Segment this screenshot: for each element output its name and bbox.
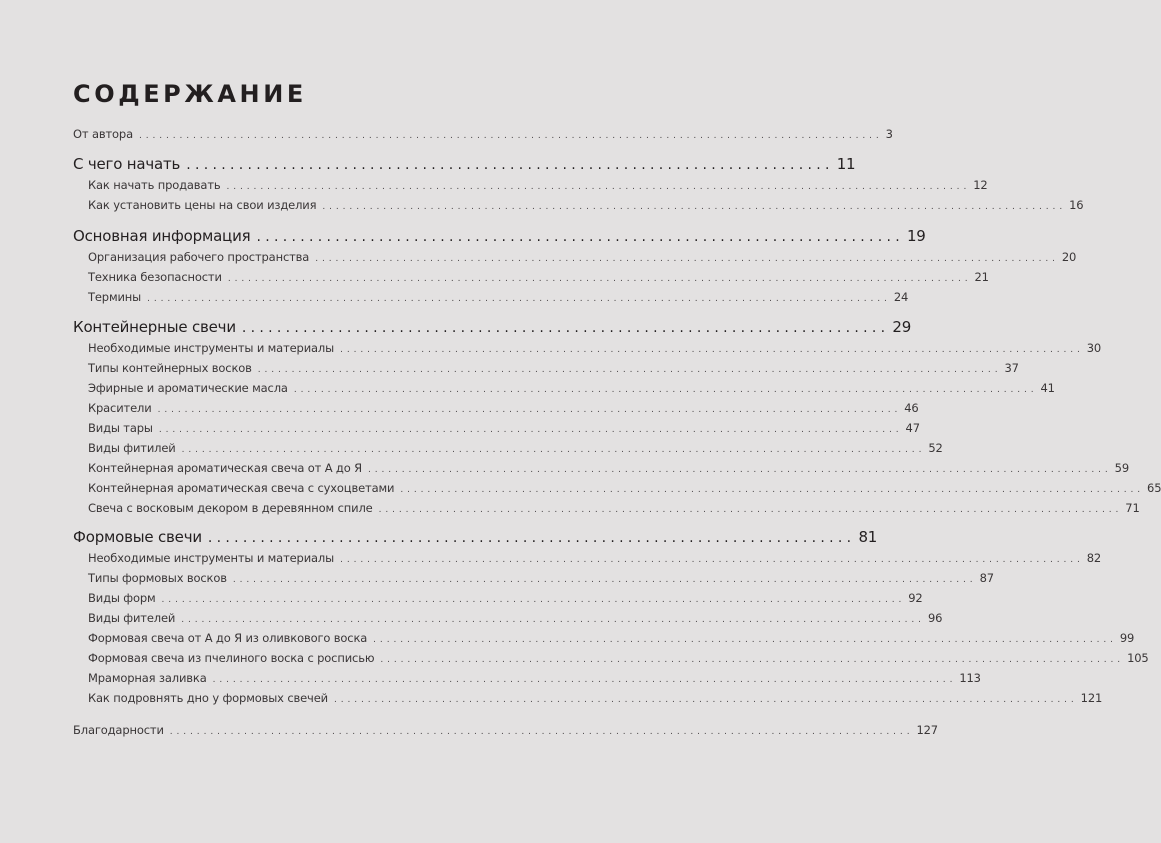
- toc-entry-title: Свеча с восковым декором в деревянном спиле: [88, 501, 373, 515]
- toc-entry: [88, 270, 989, 284]
- dot-leader: ..............................................................................................................: [373, 635, 1117, 645]
- toc-section-page: 29: [892, 318, 912, 336]
- dot-leader: ..............................................................................................................: [157, 405, 902, 415]
- toc-entry-title: Необходимые инструменты и материалы: [88, 341, 335, 355]
- toc-entry-title: Виды фитилей: [88, 441, 176, 455]
- toc-section-title: Формовые свечи: [73, 528, 202, 546]
- toc-section-title: Основная информация: [73, 227, 251, 245]
- dot-leader: ..........................................................................: [207, 530, 856, 546]
- toc-entry-page: 24: [893, 290, 909, 304]
- dot-leader: ..............................................................................................................: [161, 595, 906, 605]
- toc-entry-title: Виды фителей: [88, 611, 176, 625]
- toc-entry-title: Виды тары: [88, 421, 153, 435]
- toc-entry-title: Техника безопасности: [88, 270, 222, 284]
- toc-entry: [88, 401, 919, 415]
- toc-entry-title: Виды форм: [88, 591, 156, 605]
- dot-leader: ..............................................................................................................: [378, 505, 1123, 515]
- toc-section-title: С чего начать: [73, 155, 181, 173]
- dot-leader: ..............................................................................................................: [257, 365, 1002, 375]
- dot-leader: ..............................................................................................................: [181, 615, 925, 625]
- toc-entry: [88, 571, 994, 585]
- toc-entry: [88, 481, 1161, 495]
- dot-leader: ..............................................................................................................: [232, 575, 977, 585]
- toc-section-title: Контейнерные свечи: [73, 318, 236, 336]
- toc-entry: [88, 381, 1055, 395]
- toc-entry: [88, 591, 923, 605]
- dot-leader: ..............................................................................................................: [169, 727, 914, 737]
- toc-entry-page: 16: [1069, 198, 1084, 212]
- toc-entry-title: Необходимые инструменты и материалы: [88, 551, 335, 565]
- toc-entry: [88, 341, 1102, 355]
- toc-entry-page: 96: [927, 611, 943, 625]
- toc-section-page: 11: [836, 155, 856, 173]
- dot-leader: ..............................................................................................................: [293, 385, 1038, 395]
- toc-entry: [73, 723, 938, 737]
- dot-leader: ..............................................................................................................: [147, 294, 891, 304]
- toc-entry-page: 52: [928, 441, 943, 455]
- toc-entry: [88, 671, 981, 685]
- toc-entry: [88, 178, 988, 192]
- toc-entry-title: Красители: [88, 401, 152, 415]
- dot-leader: ..............................................................................................................: [315, 254, 1059, 264]
- toc-entry-page: 99: [1119, 631, 1135, 645]
- toc-entry-title: Благодарности: [73, 723, 164, 737]
- toc-entry: [88, 611, 943, 625]
- toc-entry-page: 82: [1086, 551, 1102, 565]
- toc-entry: [73, 127, 893, 141]
- toc-entry-page: 30: [1086, 341, 1102, 355]
- toc-section: [73, 155, 856, 173]
- toc-entry: [88, 461, 1130, 475]
- dot-leader: ..........................................................................: [241, 320, 890, 336]
- toc-entry: [88, 361, 1019, 375]
- toc-entry-page: 113: [959, 671, 981, 685]
- toc-entry-title: Термины: [88, 290, 142, 304]
- toc-entry: [88, 501, 1140, 515]
- toc-entry-page: 105: [1127, 651, 1149, 665]
- toc-entry-title: Как начать продавать: [88, 178, 221, 192]
- toc-entry: [88, 551, 1102, 565]
- toc-entry-page: 3: [885, 127, 893, 141]
- toc-entry-page: 121: [1080, 691, 1103, 705]
- toc-entry-title: Мраморная заливка: [88, 671, 207, 685]
- page-title: СОДЕРЖАНИЕ: [73, 80, 307, 108]
- toc-entry-title: От автора: [73, 127, 133, 141]
- dot-leader: ..............................................................................................................: [340, 555, 1084, 565]
- toc-section-page: 19: [906, 227, 926, 245]
- toc-entry-title: Как установить цены на свои изделия: [88, 198, 317, 212]
- dot-leader: ..............................................................................................................: [333, 695, 1078, 705]
- toc-section: [73, 318, 912, 336]
- dot-leader: ..........................................................................: [256, 229, 904, 245]
- toc-entry: [88, 691, 1103, 705]
- toc-entry-page: 21: [974, 270, 989, 284]
- dot-leader: ..............................................................................................................: [340, 345, 1084, 355]
- dot-leader: ..............................................................................................................: [212, 675, 957, 685]
- toc-entry-page: 46: [904, 401, 919, 415]
- dot-leader: ..............................................................................................................: [227, 274, 972, 284]
- toc-section-page: 81: [858, 528, 878, 546]
- dot-leader: ..............................................................................................................: [181, 445, 926, 455]
- dot-leader: ..............................................................................................................: [400, 485, 1145, 495]
- dot-leader: ..............................................................................................................: [322, 202, 1067, 212]
- toc-entry: [88, 441, 943, 455]
- dot-leader: ..............................................................................................................: [367, 465, 1112, 475]
- toc-entry: [88, 631, 1135, 645]
- toc-section: [73, 227, 926, 245]
- toc-entry-page: 41: [1040, 381, 1055, 395]
- dot-leader: ..............................................................................................................: [138, 131, 883, 141]
- dot-leader: ..........................................................................: [186, 157, 834, 173]
- toc-entry-title: Организация рабочего пространства: [88, 250, 310, 264]
- toc-entry-title: Типы контейнерных восков: [88, 361, 252, 375]
- toc-entry-page: 47: [905, 421, 920, 435]
- toc-entry-title: Формовая свеча из пчелиного воска с росписью: [88, 651, 375, 665]
- toc-entry-page: 71: [1125, 501, 1140, 515]
- toc-entry-page: 127: [916, 723, 938, 737]
- toc-entry-title: Типы формовых восков: [88, 571, 227, 585]
- toc-entry-page: 37: [1004, 361, 1019, 375]
- toc-entry-title: Как подровнять дно у формовых свечей: [88, 691, 328, 705]
- toc-entry: [88, 250, 1077, 264]
- toc-entry-page: 65: [1147, 481, 1161, 495]
- dot-leader: ..............................................................................................................: [226, 182, 971, 192]
- toc-entry-title: Формовая свеча от А до Я из оливкового воска: [88, 631, 368, 645]
- toc-entry-page: 20: [1061, 250, 1077, 264]
- toc-entry-title: Контейнерная ароматическая свеча с сухоцветами: [88, 481, 395, 495]
- toc-entry: [88, 198, 1084, 212]
- toc-entry: [88, 651, 1149, 665]
- toc-entry-page: 59: [1114, 461, 1130, 475]
- toc-entry-title: Эфирные и ароматические масла: [88, 381, 288, 395]
- toc-entry: [88, 290, 909, 304]
- toc-entry-title: Контейнерная ароматическая свеча от А до Я: [88, 461, 362, 475]
- toc-entry-page: 92: [908, 591, 923, 605]
- toc-section: [73, 528, 878, 546]
- toc-entry: [88, 421, 920, 435]
- toc-entry-page: 12: [973, 178, 988, 192]
- dot-leader: ..............................................................................................................: [380, 655, 1125, 665]
- dot-leader: ..............................................................................................................: [158, 425, 903, 435]
- toc-entry-page: 87: [979, 571, 994, 585]
